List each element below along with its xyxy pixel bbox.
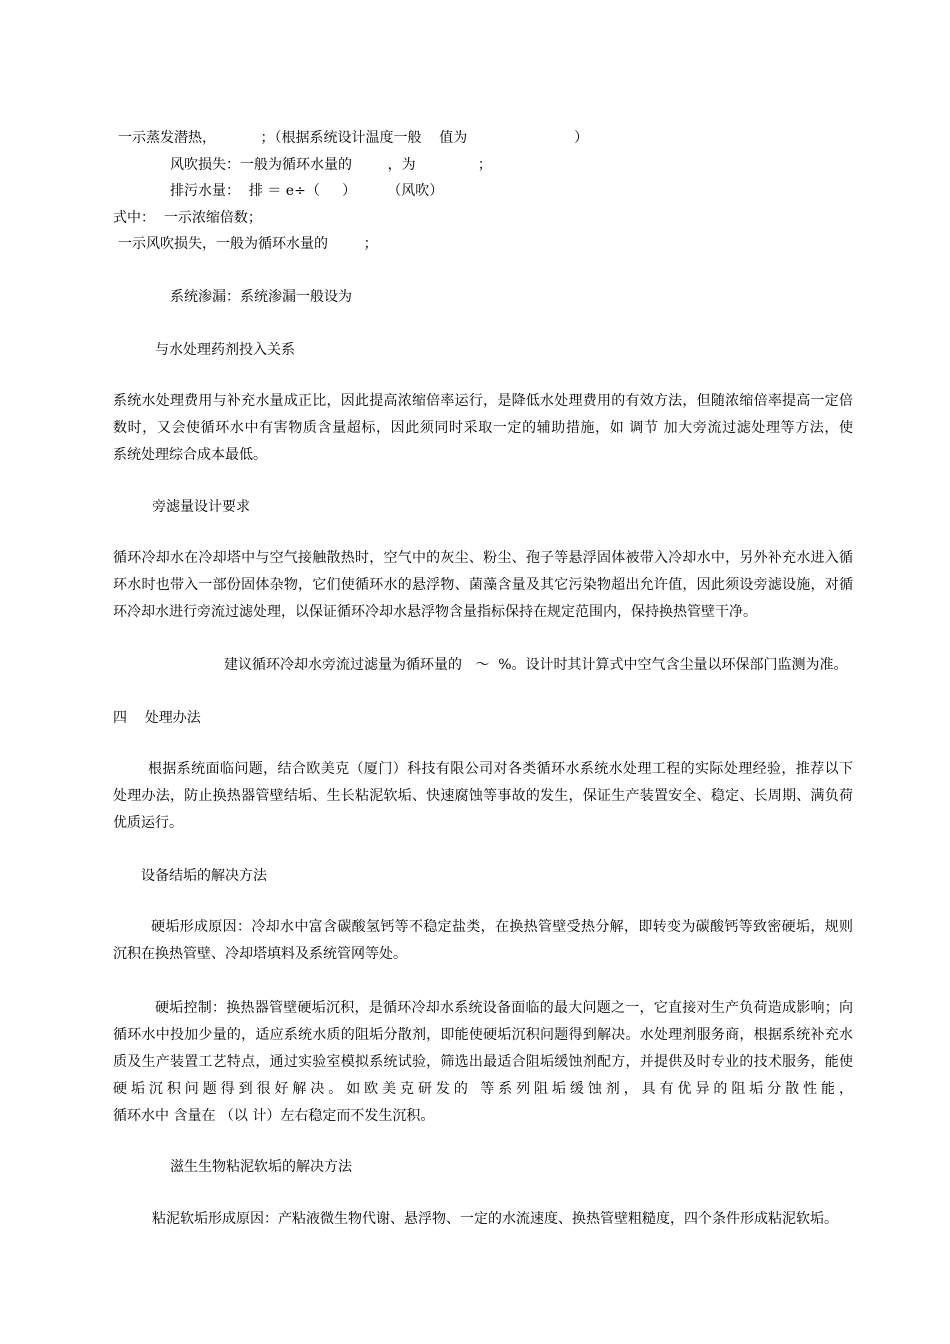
paragraph-line: 沉积在换热管壁、冷却塔填料及系统管网等处。 bbox=[113, 946, 407, 962]
paragraph-line: 根据系统面临问题，结合欧美克（厦门）科技有限公司对各类循环水系统水处理工程的实际处理经验，推荐以下 bbox=[148, 761, 853, 777]
paragraph-line: 数时，又会使循环水中有害物质含量超标，因此须同时采取一定的辅助措施，如 调节 加大旁流过滤处理等方法，使 bbox=[113, 420, 853, 436]
paragraph-line: 质及生产装置工艺特点，通过实验室模拟系统试验，筛选出最适合阻垢缓蚀剂配方，并提供及时专业的技术服务，能使 bbox=[113, 1054, 853, 1070]
paragraph-line: 循环冷却水在冷却塔中与空气接触散热时，空气中的灰尘、粉尘、孢子等悬浮固体被带入冷却水中，另外补充水进入循 bbox=[113, 550, 853, 566]
slime-cause-line: 粘泥软垢形成原因：产粘液微生物代谢、悬浮物、一定的水流速度、换热管壁粗糙度，四个条件形成粘泥软垢。 bbox=[152, 1211, 838, 1227]
heading-side-filter: 旁滤量设计要求 bbox=[152, 499, 250, 515]
paragraph-line: 优质运行。 bbox=[113, 815, 183, 831]
paragraph-line: 硬垢控制：换热器管壁硬垢沉积，是循环冷却水系统设备面临的最大问题之一，它直接对生产负荷造成影响；向 bbox=[155, 1000, 853, 1016]
formula-line-windage: 风吹损失：一般为循环水量的 ，为 ； bbox=[170, 157, 492, 173]
paragraph-hard-scale-cause bbox=[113, 914, 853, 968]
section-heading-four: 四 处理办法 bbox=[113, 710, 201, 726]
paragraph-line: 系统处理综合成本最低。 bbox=[113, 447, 267, 463]
leakage-line: 系统渗漏：系统渗漏一般设为 bbox=[170, 289, 352, 305]
paragraph-methods bbox=[113, 756, 853, 837]
heading-scale-solution: 设备结垢的解决方法 bbox=[141, 868, 267, 884]
formula-line-latent-heat: 一示蒸发潜热， ；（根据系统设计温度一般 值为 ） bbox=[118, 130, 589, 146]
paragraph-line: 硬垢沉积问题得到很好解决。如欧美克研发的 等系列阻垢缓蚀剂，具有优异的阻垢分散性能， bbox=[113, 1081, 853, 1097]
paragraph-hard-scale-control bbox=[113, 995, 853, 1130]
paragraph-line: 环冷却水进行旁流过滤处理，以保证循环冷却水悬浮物含量指标保持在规定范围内，保持换热管壁干净。 bbox=[113, 604, 757, 620]
paragraph-line: 系统水处理费用与补充水量成正比，因此提高浓缩倍率运行，是降低水处理费用的有效方法，但随浓缩倍率提高一定倍 bbox=[113, 393, 853, 409]
paragraph-side-filter bbox=[113, 545, 853, 626]
paragraph-line: 处理办法，防止换热器管壁结垢、生长粘泥软垢、快速腐蚀等事故的发生，保证生产装置安全、稳定、长周期、满负荷 bbox=[113, 788, 853, 804]
paragraph-line: 环水时也带入一部份固体杂物，它们使循环水的悬浮物、菌藻含量及其它污染物超出允许值，因此须设旁滤设施，对循 bbox=[113, 577, 853, 593]
paragraph-line: 循环水中 含量在 （以 计）左右稳定而不发生沉积。 bbox=[113, 1108, 435, 1124]
paragraph-line: 循环水中投加少量的，适应系统水质的阻垢分散剂，即能使硬垢沉积问题得到解决。水处理剂服务商，根据系统补充水 bbox=[113, 1027, 853, 1043]
suggestion-line: 建议循环冷却水旁流过滤量为循环量的 ～ %。设计时其计算式中空气含尘量以环保部门监测为准。 bbox=[224, 657, 848, 673]
formula-line-blowdown: 排污水量： 排 ＝ e÷（ ） （风吹） bbox=[170, 183, 444, 199]
formula-line-windage-note: 一示风吹损失，一般为循环水量的 ； bbox=[118, 236, 378, 252]
heading-slime-solution: 滋生生物粘泥软垢的解决方法 bbox=[170, 1159, 352, 1175]
heading-chemical-dosing: 与水处理药剂投入关系 bbox=[155, 342, 295, 358]
paragraph-treatment-cost bbox=[113, 388, 853, 469]
paragraph-line: 硬垢形成原因：冷却水中富含碳酸氢钙等不稳定盐类，在换热管壁受热分解，即转变为碳酸钙等致密硬垢，规则 bbox=[151, 919, 853, 935]
formula-line-where: 式中： 一示浓缩倍数； bbox=[113, 210, 262, 226]
